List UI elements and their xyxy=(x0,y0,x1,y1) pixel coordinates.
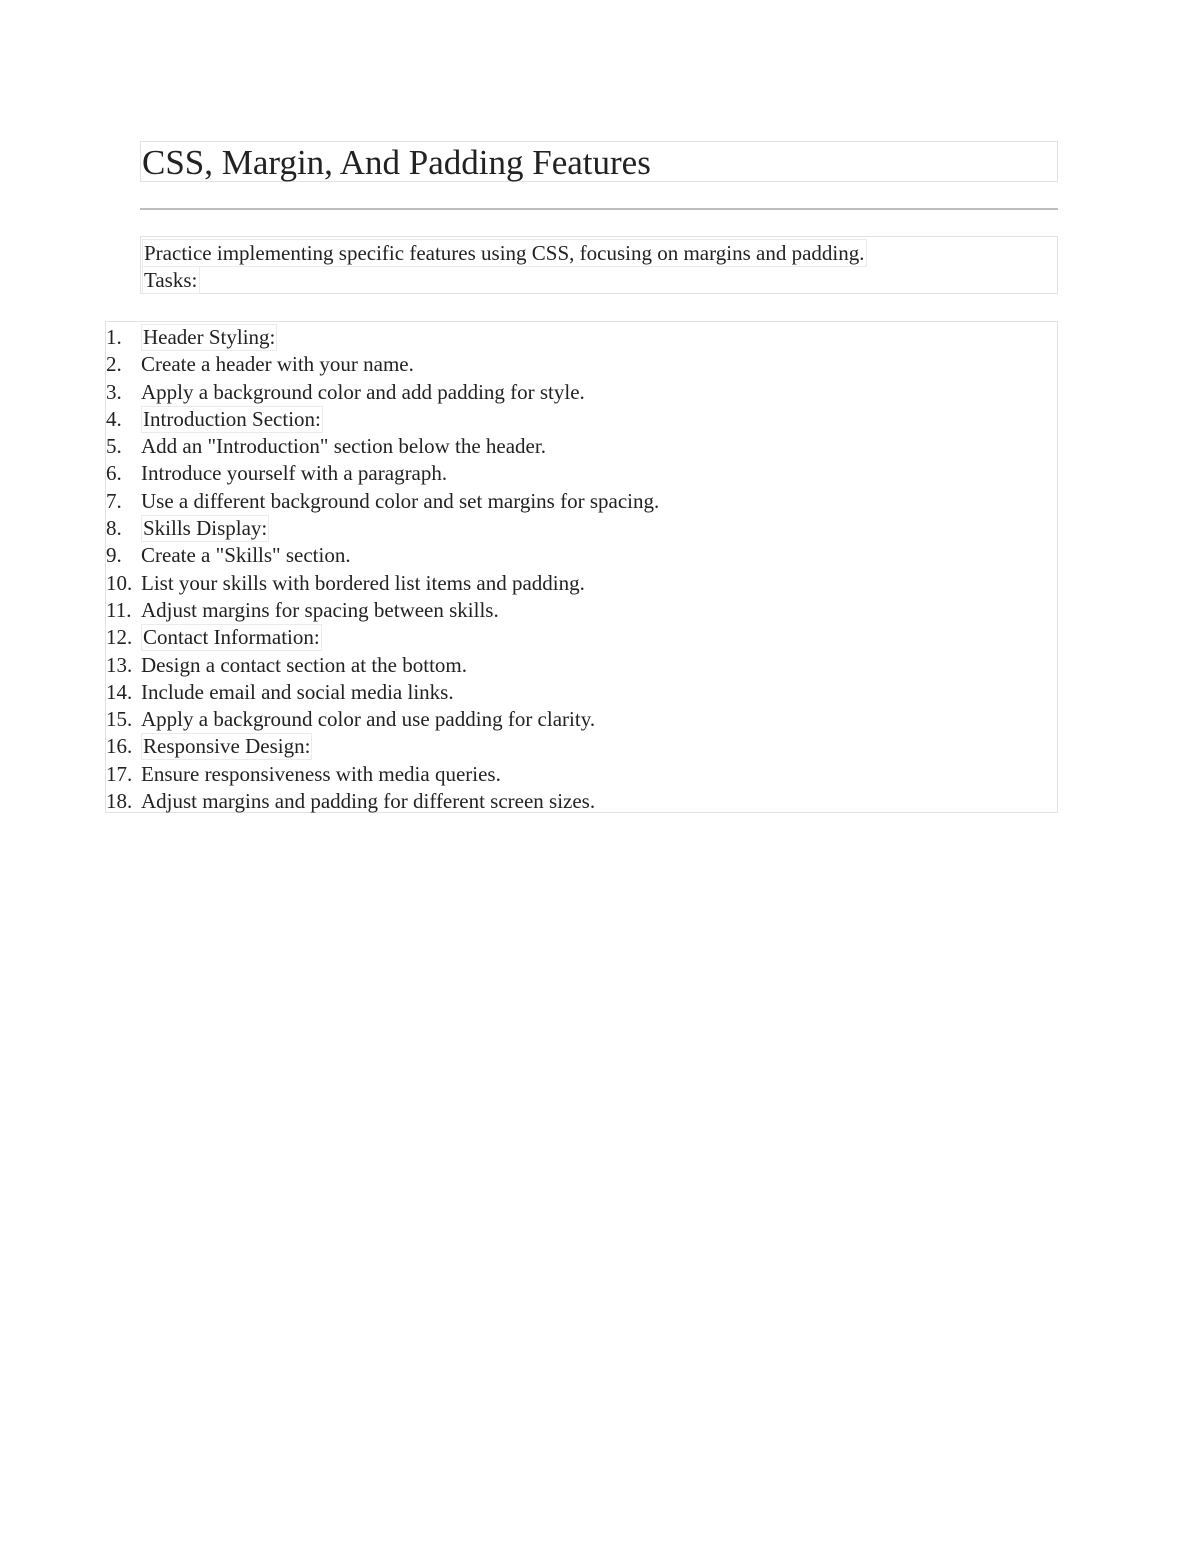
list-item-number: 4. xyxy=(106,406,122,431)
list-item-text: Apply a background color and use padding for clarity. xyxy=(141,707,596,732)
list-item-text: Adjust margins for spacing between skills. xyxy=(141,597,499,622)
task-list-block xyxy=(105,321,1058,813)
list-item-number: 6. xyxy=(106,461,122,486)
list-item-text: Add an "Introduction" section below the header. xyxy=(141,434,546,459)
list-item-text: Create a "Skills" section. xyxy=(141,543,351,568)
list-item-number: 7. xyxy=(106,488,122,513)
list-item-number: 5. xyxy=(106,434,122,459)
list-item-number: 13. xyxy=(106,652,133,677)
list-item-text: Include email and social media links. xyxy=(141,679,454,704)
list-item-number: 12. xyxy=(106,625,133,650)
tasks-label: Tasks: xyxy=(142,266,200,294)
list-item-text: Ensure responsiveness with media queries. xyxy=(141,761,501,786)
list-item-heading: Header Styling: xyxy=(143,325,276,349)
list-item-text: Use a different background color and set margins for spacing. xyxy=(141,488,660,513)
list-item-text: Adjust margins and padding for different screen sizes. xyxy=(141,789,596,814)
list-item-number: 3. xyxy=(106,379,122,404)
title-block xyxy=(140,141,1058,182)
list-item-text: Design a contact section at the bottom. xyxy=(141,652,467,677)
list-item-number: 9. xyxy=(106,543,122,568)
list-item-text: Introduce yourself with a paragraph. xyxy=(141,461,448,486)
list-item-heading: Introduction Section: xyxy=(143,406,321,431)
intro-block xyxy=(140,236,1058,294)
list-item-number: 8. xyxy=(106,516,122,541)
list-item-number: 11. xyxy=(106,597,132,622)
list-item-number: 18. xyxy=(106,789,133,814)
list-item-text: Apply a background color and add padding for style. xyxy=(141,379,585,404)
list-item-heading: Responsive Design: xyxy=(143,734,311,759)
list-item-number: 16. xyxy=(106,734,133,759)
list-item-number: 14. xyxy=(106,679,133,704)
list-item-number: 1. xyxy=(106,325,122,349)
list-item-number: 17. xyxy=(106,761,133,786)
list-item-number: 15. xyxy=(106,707,133,732)
list-item-number: 10. xyxy=(106,570,133,595)
list-item-text: Create a header with your name. xyxy=(141,352,414,377)
list-item-heading: Skills Display: xyxy=(143,516,268,541)
page-title: CSS, Margin, And Padding Features xyxy=(142,143,651,182)
intro-description: Practice implementing specific features using CSS, focusing on margins and padding. xyxy=(142,239,867,267)
list-item-text: List your skills with bordered list items and padding. xyxy=(141,570,585,595)
list-item-heading: Contact Information: xyxy=(143,625,320,650)
horizontal-divider xyxy=(140,208,1058,210)
list-item-number: 2. xyxy=(106,352,122,377)
